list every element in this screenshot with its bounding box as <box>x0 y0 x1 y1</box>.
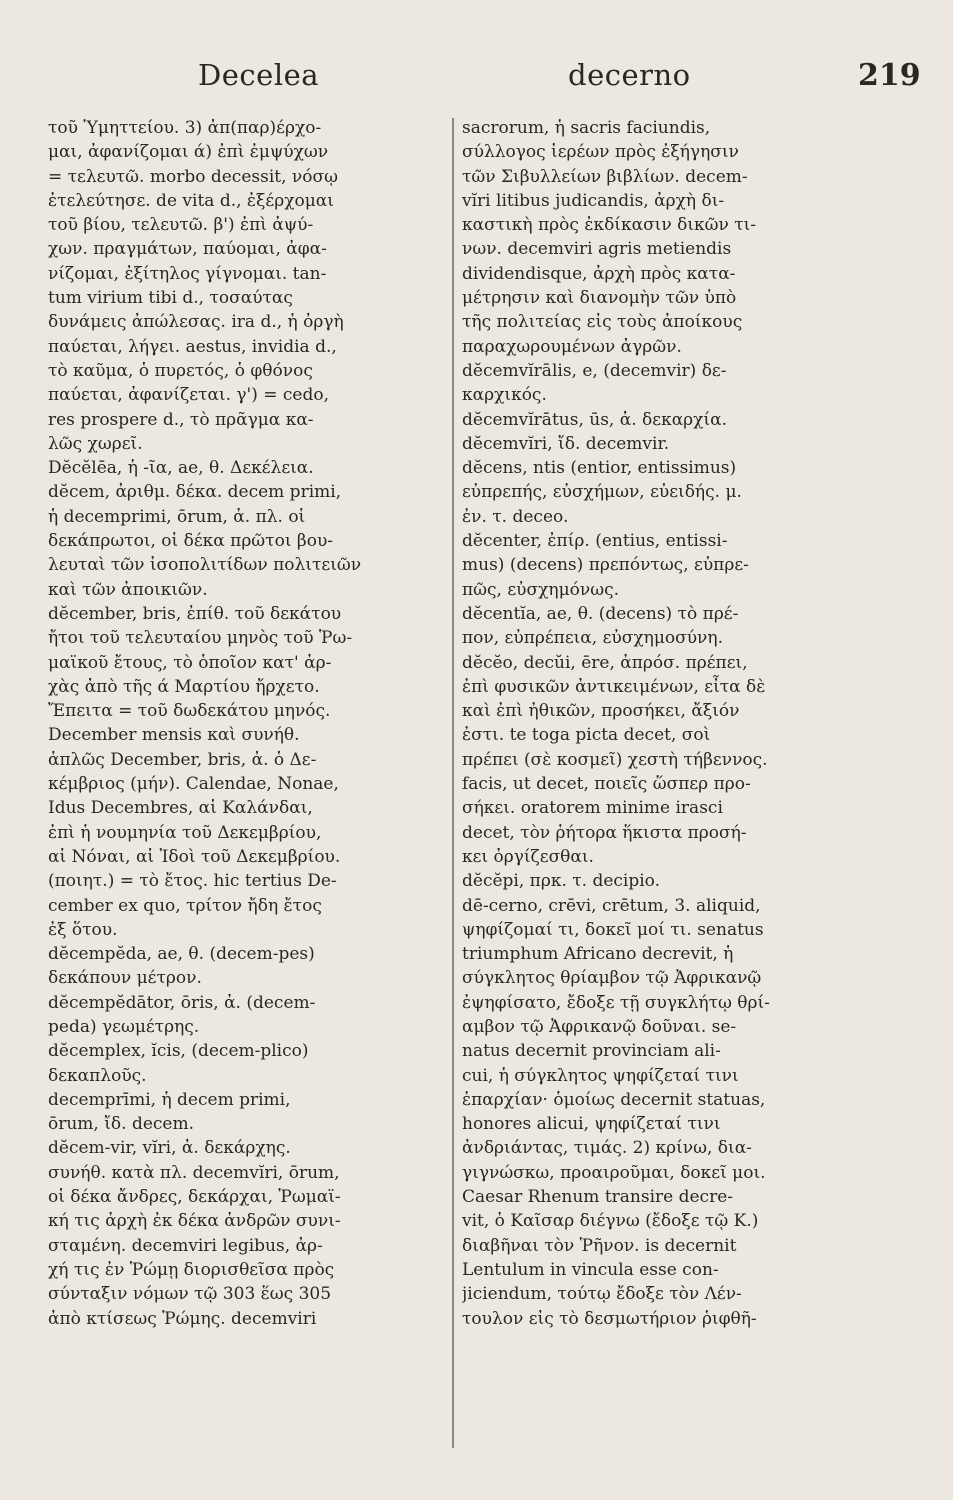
dictionary-line: tum virium tibi d., τοσαύτας <box>48 288 293 309</box>
dictionary-line: τοῦ βίου, τελευτῶ. β') ἐπὶ ἀψύ- <box>48 215 314 236</box>
dictionary-line: μέτρησιν καὶ διανομὴν τῶν ὑπὸ <box>462 288 737 309</box>
dictionary-line: ἐψηφίσατο, ἔδοξε τῇ συγκλήτῳ θρί- <box>462 992 770 1013</box>
dictionary-line: vĭri litibus judicandis, ἀρχὴ δι- <box>462 190 725 211</box>
dictionary-line: ἡ decemprimi, ōrum, ἀ. πλ. οἱ <box>48 506 306 527</box>
dictionary-line: peda) γεωμέτρης. <box>48 1016 200 1037</box>
dictionary-line: χή τις ἐν Ῥώμῃ διορισθεῖσα πρὸς <box>48 1259 335 1280</box>
dictionary-line: δεκάπουν μέτρον. <box>48 968 202 989</box>
dictionary-line: dĕcentĭa, ae, θ. (decens) τὸ πρέ- <box>462 603 739 624</box>
dictionary-line: συνήθ. κατὰ πλ. decemvĭri, ōrum, <box>48 1162 340 1183</box>
dictionary-line: τὸ καῦμα, ὁ πυρετός, ὁ φθόνος <box>48 360 313 381</box>
dictionary-line: cember ex quo, τρίτον ἤδη ἔτος <box>48 895 322 916</box>
dictionary-line: decemprīmi, ἡ decem primi, <box>48 1089 291 1110</box>
dictionary-line: λῶς χωρεῖ. <box>48 433 143 454</box>
dictionary-line: πον, εὐπρέπεια, εὐσχημοσύνη. <box>462 628 723 649</box>
dictionary-line: vit, ὁ Καῖσαρ διέγνω (ἔδοξε τῷ Κ.) <box>462 1211 759 1232</box>
dictionary-line: χων. πραγμάτων, παύομαι, ἀφα- <box>48 239 327 260</box>
dictionary-line: dē-cerno, crēvi, crētum, 3. aliquid, <box>462 895 761 916</box>
dictionary-line: λευταὶ τῶν ἰσοπολιτίδων πολιτειῶν <box>48 555 362 576</box>
right-running-head: decerno <box>568 58 691 92</box>
dictionary-line: = τελευτῶ. morbo decessit, νόσῳ <box>48 166 338 187</box>
dictionary-line: τῶν Σιβυλλείων βιβλίων. decem- <box>462 166 748 187</box>
dictionary-line: δυνάμεις ἀπώλεσας. ira d., ἡ ὀργὴ <box>48 312 344 333</box>
dictionary-line: jiciendum, τούτῳ ἔδοξε τὸν Λέν- <box>462 1284 742 1305</box>
dictionary-line: αἱ Νόναι, αἱ Ἰδοὶ τοῦ Δεκεμβρίου. <box>48 846 341 867</box>
dictionary-line: (ποιητ.) = τὸ ἔτος. hic tertius De- <box>48 871 337 892</box>
dictionary-line: εὐπρεπής, εὐσχήμων, εὐειδής. μ. <box>462 482 742 503</box>
dictionary-line: dĕcempĕda, ae, θ. (decem-pes) <box>48 944 315 965</box>
dictionary-line: facis, ut decet, ποιεῖς ὥσπερ προ- <box>462 774 751 795</box>
right-column <box>462 116 892 1446</box>
page-header <box>0 58 953 108</box>
dictionary-line: Caesar Rhenum transire decre- <box>462 1187 734 1208</box>
dictionary-line: καρχικός. <box>462 385 547 406</box>
dictionary-line: natus decernit provinciam ali- <box>462 1041 721 1062</box>
dictionary-line: σταμένη. decemviri legibus, ἀρ- <box>48 1235 323 1256</box>
dictionary-line: μαι, ἀφανίζομαι ά) ἐπὶ ἐμψύχων <box>48 142 329 163</box>
dictionary-line: παύεται, ἀφανίζεται. γ') = cedo, <box>48 385 330 406</box>
dictionary-line: ἐτελεύτησε. de vita d., ἐξέρχομαι <box>48 190 334 211</box>
dictionary-line: ἐξ ὅτου. <box>48 919 118 940</box>
dictionary-line: dĕcem, ἀριθμ. δέκα. decem primi, <box>48 482 342 503</box>
dictionary-line: ἐπὶ ἡ νουμηνία τοῦ Δεκεμβρίου, <box>48 822 322 843</box>
dictionary-line: dĕcemvĭrālis, e, (decemvir) δε- <box>462 360 727 381</box>
dictionary-line: mus) (decens) πρεπόντως, εὐπρε- <box>462 555 749 576</box>
dictionary-line: Dĕcĕlēa, ἡ -ῖα, ae, θ. Δεκέλεια. <box>48 458 314 479</box>
dictionary-line: dividendisque, ἀρχὴ πρὸς κατα- <box>462 263 736 284</box>
dictionary-line: σήκει. oratorem minime irasci <box>462 798 723 819</box>
dictionary-line: ōrum, ἴδ. decem. <box>48 1114 194 1135</box>
dictionary-line: δεκαπλοῦς. <box>48 1065 147 1086</box>
dictionary-line: ἀπὸ κτίσεως Ῥώμης. decemviri <box>48 1308 317 1329</box>
dictionary-line: dĕcĕpi, πρκ. τ. decipio. <box>462 871 661 892</box>
dictionary-line: ἐπὶ φυσικῶν ἀντικειμένων, εἶτα δὲ <box>462 676 766 697</box>
dictionary-line: dĕcember, bris, ἐπίθ. τοῦ δεκάτου <box>48 603 342 624</box>
dictionary-line: σύλλογος ἱερέων πρὸς ἐξήγησιν <box>462 142 739 163</box>
dictionary-line: December mensis καὶ συνήθ. <box>48 725 300 746</box>
dictionary-line: dĕcemvĭri, ἴδ. decemvir. <box>462 433 670 454</box>
dictionary-line: κή τις ἀρχὴ ἐκ δέκα ἀνδρῶν συνι- <box>48 1211 341 1232</box>
dictionary-line: dĕcemplex, ĭcis, (decem-plico) <box>48 1041 309 1062</box>
dictionary-line: honores alicui, ψηφίζεταί τινι <box>462 1114 721 1135</box>
dictionary-line: καὶ ἐπὶ ἠθικῶν, προσήκει, ἄξιόν <box>462 701 740 722</box>
dictionary-line: παραχωρουμένων ἀγρῶν. <box>462 336 682 357</box>
dictionary-line: πρέπει (σὲ κοσμεῖ) χεστὴ τήβεννος. <box>462 749 768 770</box>
dictionary-line: μαϊκοῦ ἔτους, τὸ ὁποῖον κατ' ἀρ- <box>48 652 332 673</box>
dictionary-line: dĕcens, ntis (entior, entissimus) <box>462 458 737 479</box>
dictionary-line: decet, τὸν ῥήτορα ἥκιστα προσή- <box>462 822 747 843</box>
dictionary-line: ἀνδριάντας, τιμάς. 2) κρίνω, δια- <box>462 1138 752 1159</box>
dictionary-line: τουλον εἰς τὸ δεσμωτήριον ῥιφθῆ- <box>462 1308 757 1329</box>
dictionary-line: παύεται, λήγει. aestus, invidia d., <box>48 336 337 357</box>
dictionary-line: res prospere d., τὸ πρᾶγμα κα- <box>48 409 314 430</box>
dictionary-line: ψηφίζομαί τι, δοκεῖ μοί τι. senatus <box>462 919 764 940</box>
dictionary-line: Ἔπειτα = τοῦ δωδεκάτου μηνός. <box>48 701 331 722</box>
dictionary-line: dĕcemvĭrātus, ūs, ἀ. δεκαρχία. <box>462 409 728 430</box>
dictionary-line: τῆς πολιτείας εἰς τοὺς ἀποίκους <box>462 312 743 333</box>
dictionary-line: αμβον τῷ Ἀφρικανῷ δοῦναι. se- <box>462 1016 737 1037</box>
dictionary-line: σύγκλητος θρίαμβον τῷ Ἀφρικανῷ <box>462 968 762 989</box>
dictionary-line: καστικὴ πρὸς ἐκδίκασιν δικῶν τι- <box>462 215 757 236</box>
dictionary-line: ἐπαρχίαν· ὁμοίως decernit statuas, <box>462 1089 766 1110</box>
dictionary-line: δεκάπρωτοι, οἱ δέκα πρῶτοι βου- <box>48 531 334 552</box>
dictionary-line: γιγνώσκω, προαιροῦμαι, δοκεῖ μοι. <box>462 1162 766 1183</box>
dictionary-line: τοῦ Ὑμηττείου. 3) ἀπ(παρ)έρχο- <box>48 118 322 138</box>
dictionary-line: ἐστι. te toga picta decet, σοὶ <box>462 725 711 746</box>
dictionary-line: Idus Decembres, αἱ Καλάνδαι, <box>48 798 313 819</box>
dictionary-line: dĕcĕo, decŭi, ēre, ἀπρόσ. πρέπει, <box>462 652 748 673</box>
dictionary-line: ἁπλῶς December, bris, ἀ. ὁ Δε- <box>48 749 317 770</box>
dictionary-line: διαβῆναι τὸν Ῥῆνον. is decernit <box>462 1235 737 1256</box>
dictionary-line: dĕcempĕdātor, ōris, ἀ. (decem- <box>48 992 316 1013</box>
dictionary-line: cui, ἡ σύγκλητος ψηφίζεταί τινι <box>462 1065 739 1086</box>
dictionary-line: Lentulum in vincula esse con- <box>462 1259 719 1280</box>
dictionary-line: ἐν. τ. deceo. <box>462 506 569 527</box>
left-column <box>48 116 448 1446</box>
dictionary-line: νων. decemviri agris metiendis <box>462 239 732 260</box>
column-divider <box>452 118 454 1448</box>
dictionary-line: νίζομαι, ἐξίτηλος γίγνομαι. tan- <box>48 263 327 284</box>
dictionary-line: sacrorum, ἡ sacris faciundis, <box>462 118 711 138</box>
dictionary-line: dĕcem-vir, vĭri, ἀ. δεκάρχης. <box>48 1138 291 1159</box>
page-number: 219 <box>858 58 921 93</box>
dictionary-line: πῶς, εὐσχημόνως. <box>462 579 620 600</box>
dictionary-line: σύνταξιν νόμων τῷ 303 ἕως 305 <box>48 1284 332 1305</box>
dictionary-line: καὶ τῶν ἀποικιῶν. <box>48 579 208 600</box>
dictionary-line: dĕcenter, ἐπίρ. (entius, entissi- <box>462 531 728 552</box>
dictionary-line: οἱ δέκα ἄνδρες, δεκάρχαι, Ῥωμαϊ- <box>48 1187 341 1208</box>
dictionary-line: κέμβριος (μήν). Calendae, Nonae, <box>48 774 339 795</box>
dictionary-line: triumphum Africano decrevit, ἡ <box>462 944 734 965</box>
left-running-head: Decelea <box>198 58 320 92</box>
dictionary-line: κει ὀργίζεσθαι. <box>462 846 594 867</box>
dictionary-line: ἤτοι τοῦ τελευταίου μηνὸς τοῦ Ῥω- <box>48 628 353 649</box>
dictionary-line: χὰς ἀπὸ τῆς ά Μαρτίου ἤρχετο. <box>48 676 320 697</box>
